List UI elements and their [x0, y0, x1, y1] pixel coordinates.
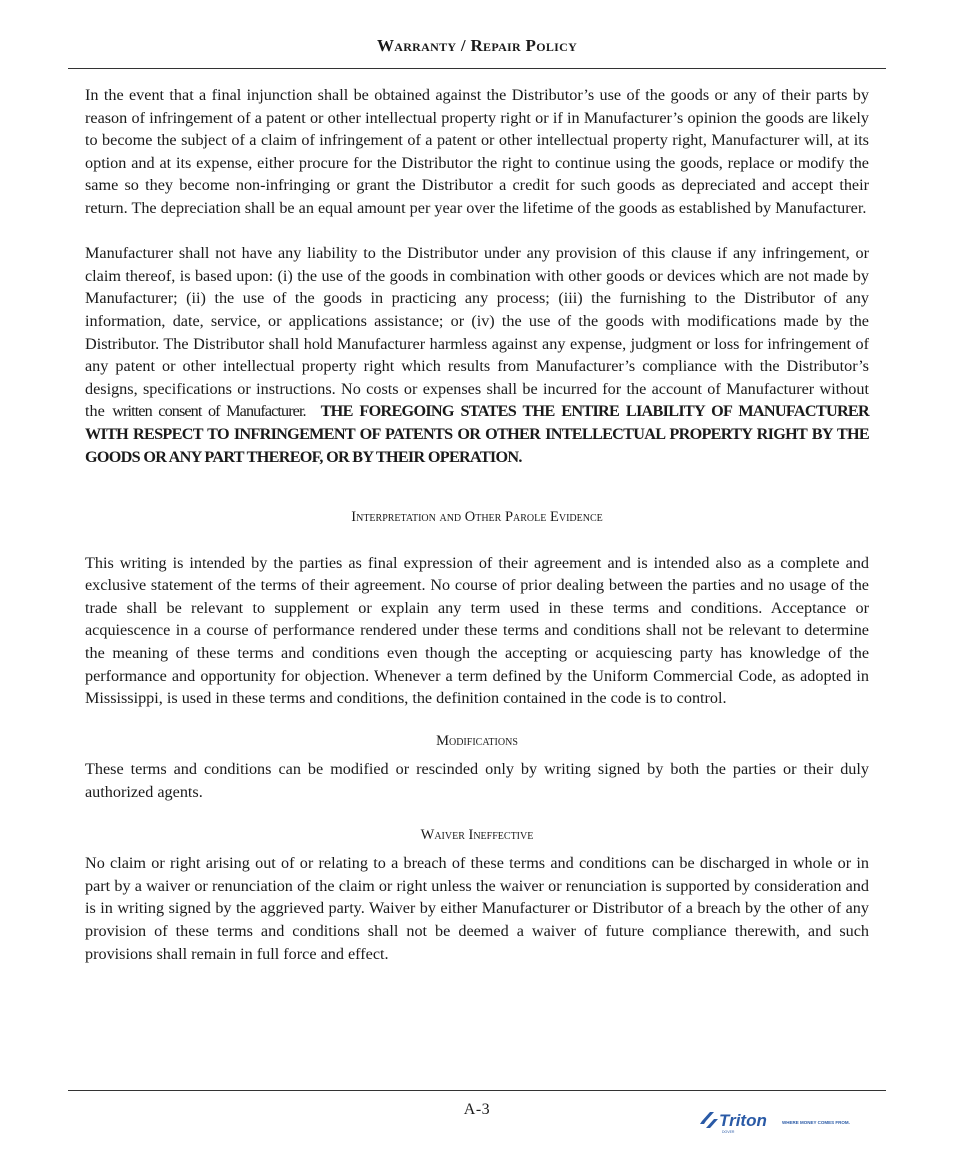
page-number: A-3 — [463, 1101, 491, 1118]
triton-mark-icon — [700, 1112, 718, 1128]
section-title-modifications: Modifications — [436, 732, 518, 749]
triton-logo — [700, 1108, 862, 1134]
paragraph-modifications: These terms and conditions can be modified or rescinded only by writing signed by both the parties or their duly authorized agents. — [85, 760, 869, 802]
footer-divider — [68, 1090, 886, 1091]
paragraph-waiver: No claim or right arising out of or relating to a breach of these terms and conditions can be discharged in whole or in part by a waiver or renunciation of the claim or right unless the waiver or renunciation is supported by consideration and is in writing signed by the aggrieved party. Waiver by either Manufacturer or Distributor of a breach by the other of any provision of these terms and conditions shall not be deemed a waiver of future compliance therewith, and such provisions shall remain in full force and effect. — [85, 854, 869, 963]
page-title: Warranty / Repair Policy — [376, 36, 578, 55]
paragraph-final-injunction: In the event that a final injunction shall be obtained against the Distributor’s use of the goods or any of their parts by reason of infringement of a patent or other intellectual property right or if in Manufacturer’s opinion the goods are likely to become the subject of a claim of infringement of a patent or other intellectual property right, Manufacturer will, at its option and at its expense, either procure for the Distributor the right to continue using the goods, replace or modify the same so they become non-infringing or grant the Distributor a credit for such goods as depreciated and accept their return. The depreciation shall be an equal amount per year over the lifetime of the goods as established by Manufacturer. — [85, 86, 869, 217]
logo-sub: DOVER — [722, 1130, 735, 1134]
section-title-interpretation: Interpretation and Other Parole Evidence — [351, 509, 603, 526]
logo-tagline: WHERE MONEY COMES FROM. — [782, 1120, 850, 1125]
section-title-waiver: Waiver Ineffective — [420, 826, 534, 843]
header-divider — [68, 68, 886, 69]
document-body — [85, 84, 869, 965]
logo-wordmark: Triton — [719, 1111, 767, 1130]
paragraph-interpretation: This writing is intended by the parties as final expression of their agreement and is intended also as a complete and exclusive statement of the terms of their agreement. No course of prior dealing between the parties and no usage of the trade shall be relevant to supplement or explain any term used in these terms and conditions. Acceptance or acquiescence in a course of performance rendered under these terms and conditions shall not be relevant to determine the meaning of these terms and conditions even though the accepting or acquiescing party has knowledge of the performance and opportunity for objection. Whenever a term defined by the Uniform Commercial Code, as adopted in Mississippi, is used in these terms and conditions, the definition contained in the code is to control. — [85, 553, 869, 708]
liability-text: Manufacturer shall not have any liability to the Distributor under any provision of this clause if any infringement, or claim thereof, is based upon: (i) the use of the goods in combination with other goods or devices which are not made by Manufacturer; (ii) the use of the goods in practicing any process; (iii) the furnishing to the Distributor of any information, date, service, or applications assistance; or (iv) the use of the goods with modifications made by the Distributor. The Distributor shall hold Manufacturer harmless against any expense, judgment or loss for infringement of any patent or other intellectual property right which results from Manufacturer’s compliance with the Distributor’s designs, specifications or instructions. No costs or expenses shall be incurred for the account of Manufacturer without the — [85, 244, 869, 421]
paragraph-liability — [85, 242, 869, 468]
liability-tail: written consent of Manufacturer. — [112, 402, 306, 421]
liability-disclaimer: THE FOREGOING STATES THE ENTIRE LIABILITY OF MANUFACTURER WITH RESPECT TO INFRINGEMENT OF PATENTS OR OTHER INTELLECTUAL PROPERTY RIGHT BY THE GOODS OR ANY PART THEREOF, OR BY THEIR OPERATION. — [85, 402, 870, 466]
